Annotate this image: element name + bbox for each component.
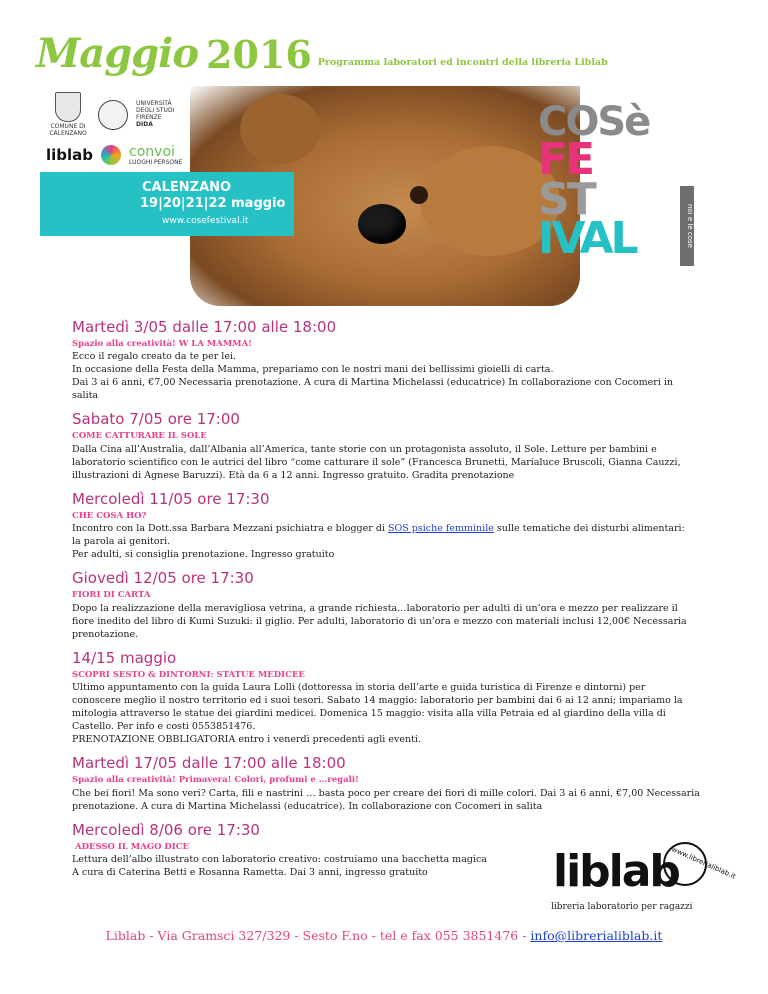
event-line — [72, 522, 704, 535]
event-line: la parola ai genitori. — [72, 536, 171, 548]
liblab-logo-word: liblab — [553, 846, 679, 897]
header-subtitle: Programma laboratori ed incontri della libreria Liblab — [317, 57, 608, 68]
event-item — [72, 649, 704, 746]
event-line: Lettura dell’albo illustrato con laboratorio creativo: costruiamo una bacchetta magica — [72, 854, 487, 866]
events-list — [72, 318, 704, 887]
liblab-logo-tagline: libreria laboratorio per ragazzi — [551, 902, 693, 912]
event-title: SCOPRI SESTO & DINTORNI: STATUE MEDICEE — [72, 669, 305, 680]
liblab-logo — [545, 838, 737, 920]
festival-site: www.cosefestival.it — [162, 216, 249, 226]
footer-contact: Liblab - Via Gramsci 327/329 - Sesto F.no - tel e fax 055 3851476 - — [105, 928, 531, 943]
event-heading: Mercoledì 8/06 ore 17:30 — [72, 820, 260, 839]
festival-side-tag: noi e le cose — [680, 186, 694, 266]
event-line: Dai 3 ai 6 anni, €7,00 Necessaria prenotazione. A cura di Martina Michelassi (educatrice) In collaborazione con Cocomeri in — [72, 377, 674, 389]
event-title: FIORI DI CARTA — [72, 590, 151, 601]
event-title: Spazio alla creatività! Primavera! Colori, profumi e …regali! — [72, 775, 359, 786]
event-line-text: sulle tematiche dei disturbi alimentari: — [493, 523, 685, 535]
event-line: PRENOTAZIONE OBBLIGATORIA entro i venerdì precedenti agli eventi. — [72, 734, 421, 746]
liblab-mini-logo: liblab — [46, 146, 94, 165]
event-line: Per adulti, si consiglia prenotazione. Ingresso gratuito — [72, 549, 335, 561]
festival-logo-line1: COSè — [538, 99, 650, 145]
event-title: ADESSO IL MAGO DICE — [75, 841, 190, 852]
header-month: Maggio — [36, 30, 199, 77]
event-item — [72, 490, 704, 561]
event-line: illustrazioni di Agnese Baruzzi). Età da 6 a 12 anni. Ingresso gratuito. Gradita prenotazione — [72, 469, 515, 481]
festival-logo-line4: IVAL — [538, 213, 636, 265]
festival-logo — [538, 99, 694, 265]
teddy-bear-ear — [240, 94, 320, 164]
page-footer — [0, 928, 768, 943]
logo-row-institutions — [46, 92, 186, 138]
event-line: prenotazione. — [72, 628, 139, 640]
page-header — [36, 22, 608, 77]
dept-label: DIDA — [136, 120, 153, 128]
event-heading: Mercoledì 11/05 ore 17:30 — [72, 489, 270, 508]
event-line: Ecco il regalo creato da te per lei. — [72, 351, 237, 363]
festival-date-band — [40, 172, 294, 236]
convoi-sub-label: LUOGHI PERSONE — [129, 158, 183, 166]
event-line: Ultimo appuntamento con la guida Laura Lolli (dottoressa in storia dell’arte e guida turistica di Firenze e dintorni) per — [72, 682, 646, 694]
event-line: A cura di Caterina Betti e Rosanna Rametta. Dai 3 anni, ingresso gratuito — [72, 867, 428, 879]
event-line: Dopo la realizzazione della meravigliosa vetrina, a grande richiesta…laboratorio per adulti di un’ora e mezzo per realizzare il — [72, 602, 678, 614]
festival-logo-line3: ST — [538, 173, 594, 225]
event-heading: Martedì 3/05 dalle 17:00 alle 18:00 — [72, 318, 337, 336]
university-label: UNIVERSITÀ DEGLI STUDI FIRENZE — [136, 100, 175, 121]
event-item — [72, 754, 704, 812]
festival-city: CALENZANO — [142, 180, 232, 195]
event-item — [72, 569, 704, 640]
header-year: 2016 — [206, 32, 312, 77]
convoi-label: convoi — [129, 143, 175, 160]
teddy-bear-nose — [358, 204, 406, 244]
festival-dates: 19|20|21|22 maggio — [140, 196, 286, 211]
liblab-logo-circle — [663, 842, 737, 886]
teddy-bear-eye — [410, 186, 428, 204]
footer-email-link[interactable]: info@librerialiblab.it — [530, 928, 663, 943]
event-item — [72, 318, 704, 402]
convoi-flower-icon — [101, 145, 121, 165]
event-title: COME CATTURARE IL SOLE — [72, 431, 207, 442]
comune-label: COMUNE DI CALENZANO — [49, 123, 87, 137]
sos-psiche-femminile-link[interactable]: SOS psiche femminile — [387, 523, 494, 535]
event-line: fiore inedito del libro di Kumi Suzuki: il giglio. Per adulti, laboratorio di un’ora e mezzo con materiali inclusi 12,00€ Necessaria — [72, 615, 687, 627]
convoi-logo — [129, 144, 182, 167]
event-item — [72, 410, 704, 481]
festival-logo-line2: FE — [538, 134, 593, 185]
event-heading: 14/15 maggio — [72, 648, 177, 667]
liblab-logo-circle-text: www.librerialiblab.it — [670, 845, 737, 881]
logo-row-partners — [46, 144, 186, 167]
crest-icon — [55, 92, 81, 122]
university-logo — [136, 101, 180, 129]
event-title: Spazio alla creatività! W LA MAMMA! — [72, 339, 252, 349]
event-line: Dalla Cina all’Australia, dall’Albania all’America, tante storie con un protagonista assoluto, il Sole. Letture per bambini e — [72, 443, 657, 455]
sponsor-logos — [46, 92, 186, 173]
event-line: mitologia attraverso le statue dei giardini medicei. Domenica 15 maggio: visita alla villa Petraia ed al giardino della villa di — [72, 708, 666, 720]
event-heading: Sabato 7/05 ore 17:00 — [72, 410, 240, 429]
festival-poster — [40, 86, 694, 306]
event-title: CHE COSA HO? — [72, 510, 147, 521]
event-line: prenotazione. A cura di Martina Michelassi (educatrice). In collaborazione con Cocomeri in salita — [72, 800, 543, 812]
event-line-text: Incontro con la Dott.ssa Barbara Mezzani psichiatra e blogger di — [72, 523, 388, 535]
event-heading: Martedì 17/05 dalle 17:00 alle 18:00 — [72, 754, 346, 773]
event-line: In occasione della Festa della Mamma, prepariamo con le nostri mani dei bellissimi gioielli di carta. — [72, 364, 554, 376]
event-line: conoscere meglio il nostro territorio ed i suoi tesori. Sabato 14 maggio: laboratorio per bambini dai 6 ai 12 anni; impariamo la — [72, 695, 683, 707]
event-line: salita — [72, 390, 99, 402]
event-line: Castello. Per info e costi 0553851476. — [72, 721, 256, 733]
event-line: laboratorio scientifico con le autrici del libro “come catturare il sole” (Francesca Brunetti, Marialuce Bruscoli, Gianna Cauzzi, — [72, 456, 681, 468]
event-line: Che bei fiori! Ma sono veri? Carta, fili e nastrini … basta poco per creare dei fiori di mille colori. Dai 3 ai 6 anni, €7,00 Necessaria — [72, 787, 700, 799]
university-seal-icon — [98, 100, 128, 130]
comune-logo — [46, 92, 90, 138]
event-heading: Giovedì 12/05 ore 17:30 — [72, 569, 254, 588]
